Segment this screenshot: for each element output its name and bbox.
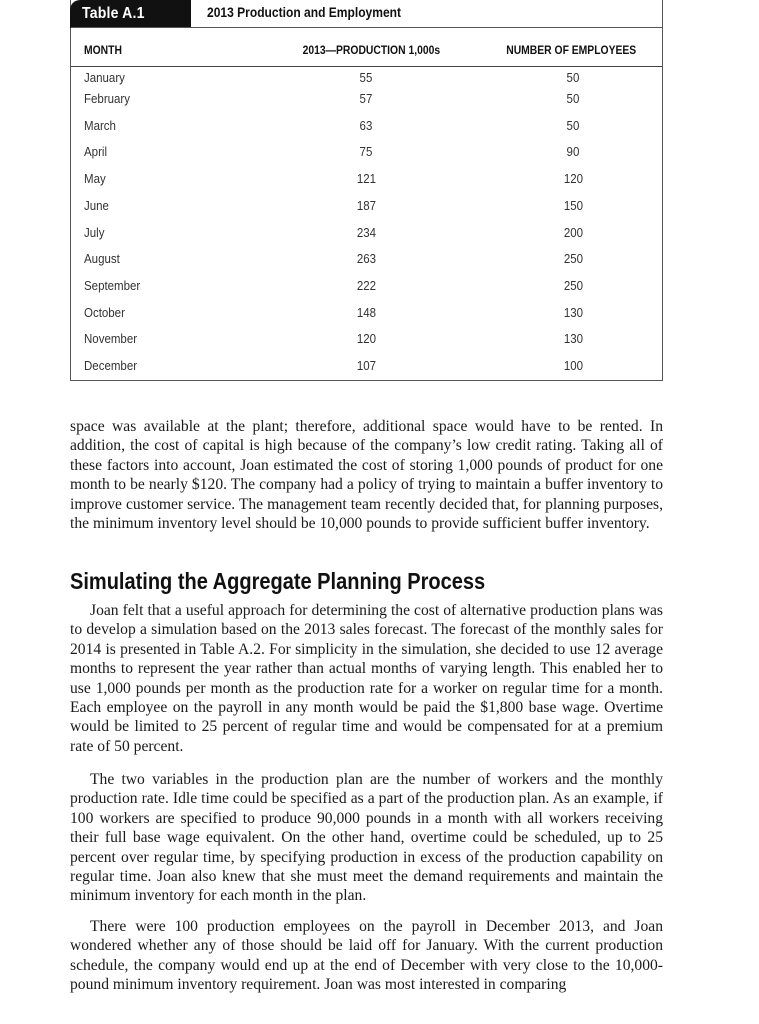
cell-month: February	[84, 92, 131, 106]
table-row	[71, 172, 662, 190]
column-header-month-text: MONTH	[84, 45, 122, 57]
cell-production: 121	[356, 172, 376, 186]
table-row	[71, 359, 662, 377]
table-row	[71, 226, 662, 244]
paragraph-simulation-approach: Joan felt that a useful approach for determining the cost of alternative production plans was to develop a simulation based on the 2013 sales forecast. The forecast of the monthly sales for 2014 is presented in Table A.2. For simplicity in the simulation, she decided to use 12 average months to represent the year rather than actual months of varying length. This enabled her to use 1,000 pounds per month as the production rate for a worker on regular time for a month. Each employee on the payroll in any month would be paid the $1,800 base wage. Overtime would be limited to 25 percent of regular time and would be compensated for at a premium rate of 50 percent.	[70, 602, 663, 755]
cell-month: March	[84, 119, 116, 133]
table-row	[71, 199, 662, 217]
table-label-tab	[70, 0, 191, 28]
table-row	[71, 119, 662, 137]
production-employment-table	[70, 0, 663, 381]
table-title-text: 2013 Production and Employment	[207, 4, 402, 20]
cell-month: December	[84, 359, 138, 373]
cell-month: November	[84, 332, 138, 346]
cell-employees: 90	[566, 145, 580, 159]
header-divider	[71, 66, 662, 67]
table-row	[71, 92, 662, 110]
cell-employees: 50	[566, 119, 580, 133]
cell-production: 120	[356, 332, 376, 346]
column-header-production	[256, 45, 486, 57]
cell-employees: 250	[563, 279, 583, 293]
table-row	[71, 332, 662, 350]
table-row	[71, 306, 662, 324]
column-header-employees	[466, 45, 676, 57]
cell-employees: 250	[563, 252, 583, 266]
cell-production: 222	[356, 279, 376, 293]
cell-production: 107	[356, 359, 376, 373]
table-label: Table A.1	[82, 5, 145, 22]
cell-month: January	[84, 71, 125, 85]
cell-employees: 150	[563, 199, 583, 213]
cell-employees: 50	[566, 71, 580, 85]
title-divider	[71, 27, 662, 28]
cell-month: September	[84, 279, 141, 293]
cell-employees: 130	[563, 306, 583, 320]
cell-month: April	[84, 145, 108, 159]
cell-production: 63	[359, 119, 373, 133]
cell-employees: 200	[563, 226, 583, 240]
table-row	[71, 71, 662, 89]
cell-employees: 120	[563, 172, 583, 186]
cell-employees: 50	[566, 92, 580, 106]
cell-month: October	[84, 306, 125, 320]
column-header-month	[84, 45, 126, 57]
column-header-production-text: 2013—PRODUCTION 1,000s	[302, 45, 440, 57]
column-header-employees-text: NUMBER OF EMPLOYEES	[506, 45, 636, 57]
table-title	[207, 4, 433, 20]
cell-production: 75	[359, 145, 373, 159]
paragraph-storage-cost: space was available at the plant; therefore, additional space would have to be rented. In addition, the cost of capital is high because of the company’s low credit rating. Taking all of these factors into account, Joan estimated the cost of storing 1,000 pounds of product for one month to be nearly $120. The company had a policy of trying to maintain a buffer inventory to improve customer service. The management team recently decided that, for planning purposes, the minimum inventory level should be 10,000 pounds to provide sufficient buffer inventory.	[70, 418, 663, 533]
cell-production: 187	[356, 199, 376, 213]
table-row	[71, 252, 662, 270]
cell-employees: 100	[563, 359, 583, 373]
section-heading	[70, 568, 547, 595]
table-row	[71, 279, 662, 297]
cell-production: 55	[359, 71, 373, 85]
cell-month: June	[84, 199, 109, 213]
table-row	[71, 145, 662, 163]
cell-production: 57	[359, 92, 373, 106]
paragraph-payroll: There were 100 production employees on the payroll in December 2013, and Joan wondered whether any of those should be laid off for January. With the current production schedule, the company would end up at the end of December with very close to the 10,000-pound minimum inventory requirement. Joan was most interested in comparing	[70, 918, 663, 994]
cell-month: July	[84, 226, 105, 240]
section-heading-text: Simulating the Aggregate Planning Process	[70, 568, 486, 594]
cell-production: 148	[356, 306, 376, 320]
cell-month: May	[84, 172, 106, 186]
cell-employees: 130	[563, 332, 583, 346]
paragraph-plan-variables: The two variables in the production plan are the number of workers and the monthly production rate. Idle time could be specified as a part of the production plan. As an example, if 100 workers are specified to produce 90,000 pounds in a month with all workers receiving their full base wage equivalent. On the other hand, overtime could be scheduled, up to 25 percent over regular time, by specifying production in excess of the production capability on regular time. Joan also knew that she must meet the demand requirements and maintain the minimum inventory for each month in the plan.	[70, 771, 663, 905]
cell-production: 263	[356, 252, 376, 266]
cell-month: August	[84, 252, 120, 266]
cell-production: 234	[356, 226, 376, 240]
